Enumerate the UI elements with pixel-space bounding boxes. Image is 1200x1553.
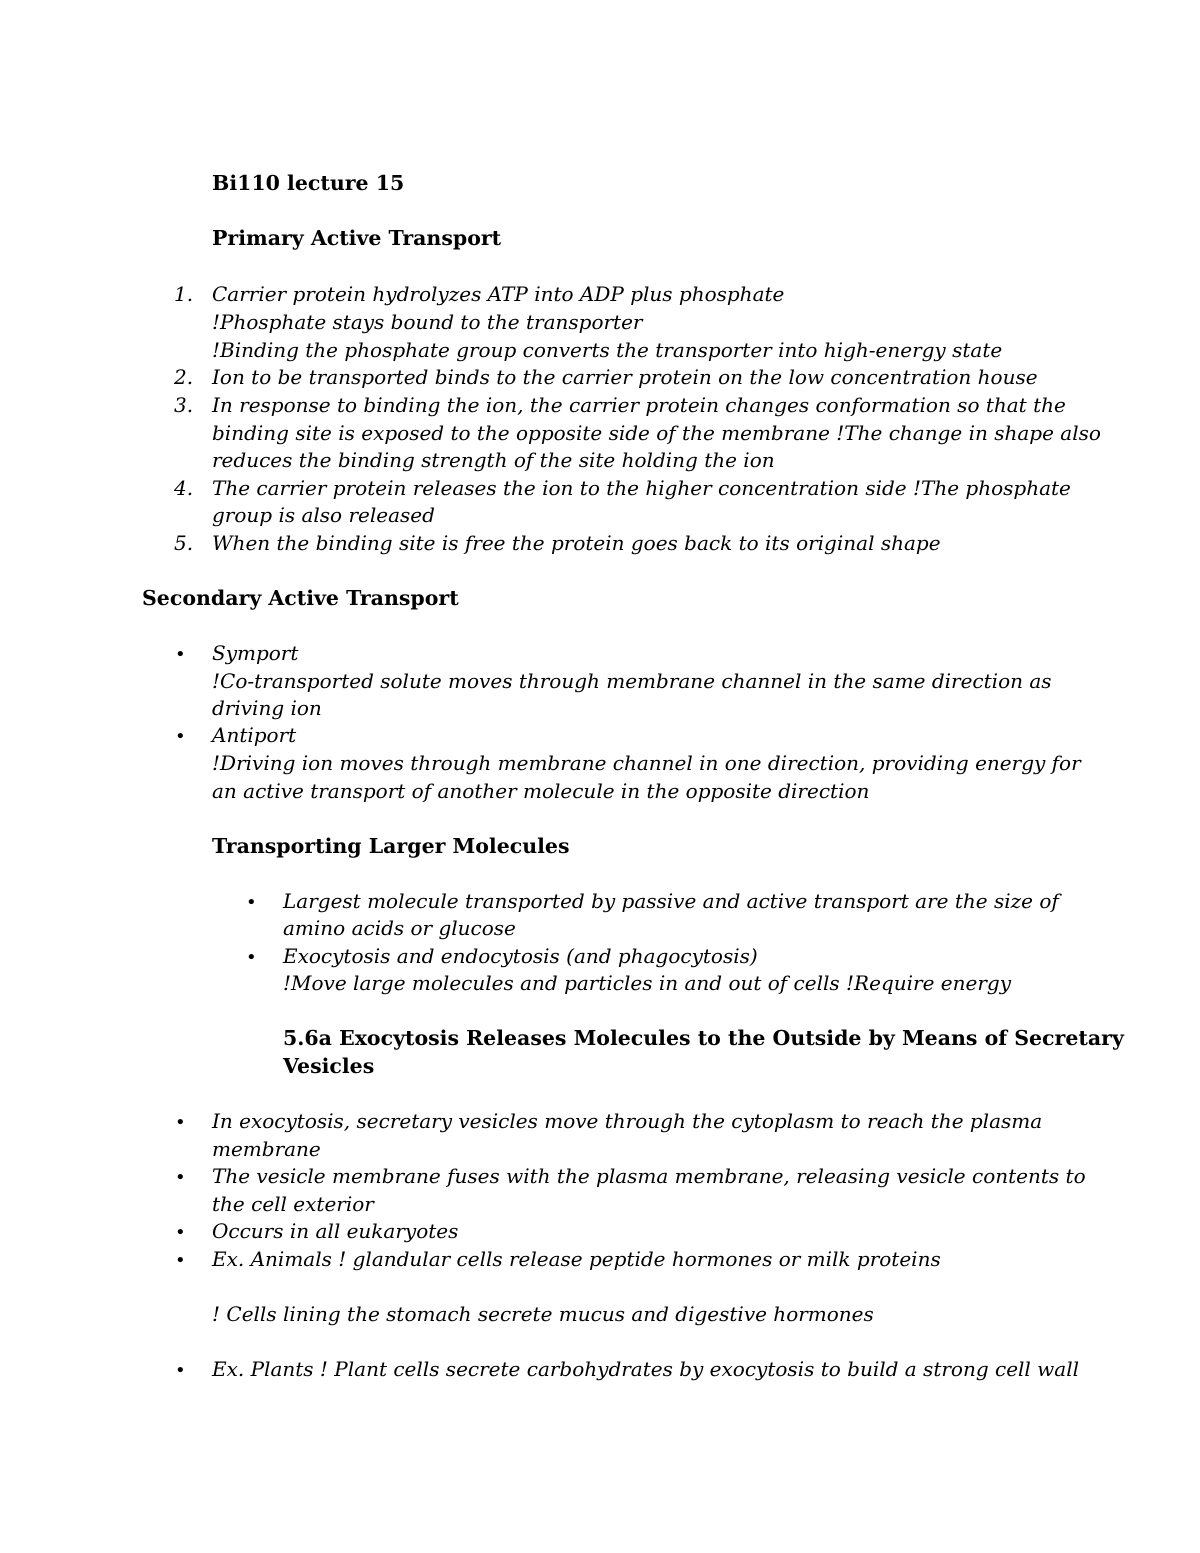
continuation-line: ! Cells lining the stomach secrete mucus and digestive hormones bbox=[212, 1302, 874, 1326]
list-number: 3. bbox=[174, 393, 194, 417]
list-number: 1. bbox=[174, 282, 194, 306]
list-item-line: Exocytosis and endocytosis (and phagocytosis) bbox=[283, 944, 758, 968]
list-item-line: Ex. Plants ! Plant cells secrete carbohydrates by exocytosis to build a strong cell wall bbox=[212, 1357, 1080, 1381]
list-number: 5. bbox=[174, 531, 194, 555]
list-item-line: In response to binding the ion, the carrier protein changes conformation so that the bbox=[212, 393, 1066, 417]
list-item-line: !Phosphate stays bound to the transporter bbox=[212, 310, 643, 334]
list-item-line: membrane bbox=[212, 1137, 321, 1161]
list-item-line: !Move large molecules and particles in and out of cells !Require energy bbox=[283, 971, 1011, 995]
exocytosis-heading-line: Vesicles bbox=[283, 1054, 375, 1078]
list-number: 2. bbox=[174, 365, 194, 389]
list-item-line: !Driving ion moves through membrane channel in one direction, providing energy for bbox=[212, 751, 1081, 775]
list-item-line: Carrier protein hydrolyzes ATP into ADP plus phosphate bbox=[212, 282, 785, 306]
primary-heading: Primary Active Transport bbox=[212, 226, 502, 250]
larger-molecules-heading: Transporting Larger Molecules bbox=[212, 834, 570, 858]
list-item-line: the cell exterior bbox=[212, 1192, 374, 1216]
document-title: Bi110 lecture 15 bbox=[212, 171, 405, 195]
list-item-line: !Co-transported solute moves through membrane channel in the same direction as bbox=[212, 669, 1052, 693]
secondary-heading: Secondary Active Transport bbox=[142, 586, 459, 610]
list-number: 4. bbox=[174, 476, 194, 500]
list-item-line: reduces the binding strength of the site holding the ion bbox=[212, 448, 775, 472]
list-item-line: When the binding site is free the protein goes back to its original shape bbox=[212, 531, 941, 555]
bullet-icon: • bbox=[175, 726, 186, 747]
list-item-line: group is also released bbox=[212, 503, 435, 527]
list-item-line: In exocytosis, secretary vesicles move through the cytoplasm to reach the plasma bbox=[212, 1109, 1043, 1133]
list-item-line: The carrier protein releases the ion to the higher concentration side !The phosphate bbox=[212, 476, 1071, 500]
list-item-line: an active transport of another molecule in the opposite direction bbox=[212, 779, 870, 803]
list-item-line: The vesicle membrane fuses with the plasma membrane, releasing vesicle contents to bbox=[212, 1164, 1086, 1188]
bullet-icon: • bbox=[246, 892, 257, 913]
list-item-line: Largest molecule transported by passive and active transport are the size of bbox=[283, 889, 1059, 913]
bullet-icon: • bbox=[175, 1167, 186, 1188]
list-item-line: binding site is exposed to the opposite side of the membrane !The change in shape also bbox=[212, 421, 1101, 445]
list-item-line: amino acids or glucose bbox=[283, 916, 516, 940]
exocytosis-heading-line: 5.6a Exocytosis Releases Molecules to the Outside by Means of Secretary bbox=[283, 1026, 1124, 1050]
bullet-icon: • bbox=[246, 947, 257, 968]
list-item-line: !Binding the phosphate group converts the transporter into high-energy state bbox=[212, 338, 1003, 362]
bullet-icon: • bbox=[175, 1360, 186, 1381]
list-item-line: Symport bbox=[212, 641, 299, 665]
bullet-icon: • bbox=[175, 1250, 186, 1271]
list-item-line: Ion to be transported binds to the carrier protein on the low concentration house bbox=[212, 365, 1038, 389]
bullet-icon: • bbox=[175, 1112, 186, 1133]
list-item-line: Ex. Animals ! glandular cells release peptide hormones or milk proteins bbox=[212, 1247, 941, 1271]
bullet-icon: • bbox=[175, 1222, 186, 1243]
list-item-line: Antiport bbox=[212, 723, 297, 747]
list-item-line: driving ion bbox=[212, 696, 322, 720]
list-item-line: Occurs in all eukaryotes bbox=[212, 1219, 459, 1243]
bullet-icon: • bbox=[175, 644, 186, 665]
